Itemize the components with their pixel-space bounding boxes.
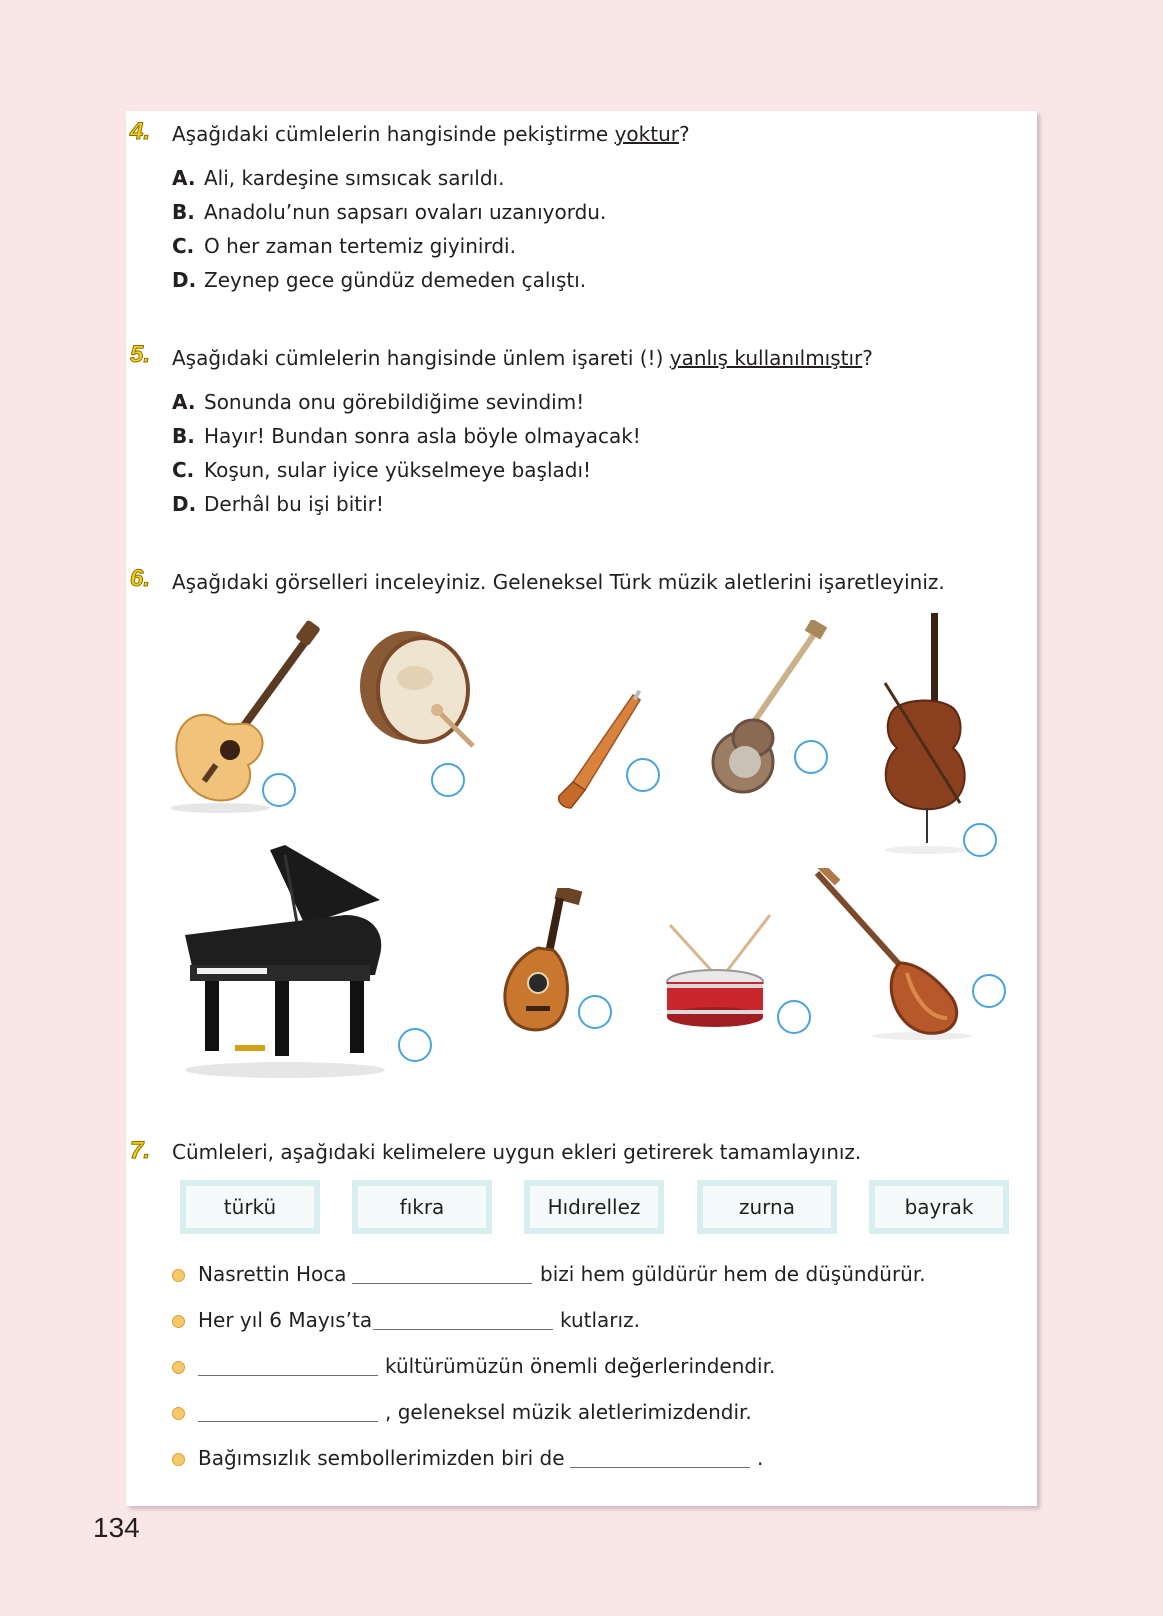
sentence-2-blank[interactable] [373,1329,553,1330]
sentence-1-before: Nasrettin Hoca [198,1262,347,1286]
snare-drum-image [660,910,775,1035]
question-6-number: 6. [130,565,151,592]
bullet [172,1315,185,1328]
ud-check-circle[interactable] [578,995,612,1029]
q5-option-c[interactable]: C. Koşun, sular iyice yükselmeye başladı! [172,458,592,482]
guitar-image [160,620,330,820]
tar-check-circle[interactable] [794,740,828,774]
q4-option-c[interactable]: C. O her zaman tertemiz giyinirdi. [172,234,516,258]
sentence-1-blank[interactable] [352,1283,532,1284]
davul-check-circle[interactable] [431,763,465,797]
sentence-1-after: bizi hem güldürür hem de düşündürür. [540,1262,926,1286]
zurna-check-circle[interactable] [626,758,660,792]
word-box-5: bayrak [869,1180,1009,1234]
q5-option-a[interactable]: A. Sonunda onu görebildiğime sevindim! [172,390,585,414]
word-box-1: türkü [180,1180,320,1234]
question-7-number: 7. [130,1137,151,1164]
question-4-number: 4. [130,118,151,145]
sentence-2-after: kutlarız. [560,1308,640,1332]
sentence-4-blank[interactable] [198,1421,378,1422]
baglama-check-circle[interactable] [972,974,1006,1008]
bullet [172,1361,185,1374]
question-7-text: Cümleleri, aşağıdaki kelimelere uygun ekleri getirerek tamamlayınız. [172,1140,862,1164]
baglama-image [812,868,972,1043]
word-box-4: zurna [697,1180,837,1234]
davul-drum-image [355,628,485,758]
piano-check-circle[interactable] [398,1028,432,1062]
question-5-number: 5. [130,341,151,368]
question-4-text: Aşağıdaki cümlelerin hangisinde pekiştirme yoktur? [172,122,690,146]
q4-option-d[interactable]: D. Zeynep gece gündüz demeden çalıştı. [172,268,587,292]
guitar-check-circle[interactable] [262,773,296,807]
question-6-text: Aşağıdaki görselleri inceleyiniz. Geleneksel Türk müzik aletlerini işaretleyiniz. [172,570,945,594]
sentence-3-blank[interactable] [198,1375,378,1376]
bullet [172,1453,185,1466]
sentence-5-blank[interactable] [570,1467,750,1468]
sentence-4-after: , geleneksel müzik aletlerimizdendir. [385,1400,752,1424]
cello-image [865,608,985,858]
bullet [172,1269,185,1282]
q4-option-b[interactable]: B. Anadolu’nun sapsarı ovaları uzanıyordu. [172,200,607,224]
page-number: 134 [93,1512,140,1543]
sentence-3-after: kültürümüzün önemli değerlerindendir. [385,1354,776,1378]
q5-option-d[interactable]: D. Derhâl bu işi bitir! [172,492,384,516]
sentence-5-before: Bağımsızlık sembollerimizden biri de [198,1446,565,1470]
snare-drum-check-circle[interactable] [777,1000,811,1034]
word-box-3: Hıdırellez [524,1180,664,1234]
q4-option-a[interactable]: A. Ali, kardeşine sımsıcak sarıldı. [172,166,505,190]
sentence-2-before: Her yıl 6 Mayıs’ta [198,1308,373,1332]
q5-option-b[interactable]: B. Hayır! Bundan sonra asla böyle olmayacak! [172,424,641,448]
zurna-image [555,690,650,815]
piano-image [175,845,400,1085]
sentence-5-after: . [757,1446,764,1470]
bullet [172,1407,185,1420]
word-box-2: fıkra [352,1180,492,1234]
question-5-text: Aşağıdaki cümlelerin hangisinde ünlem işareti (!) yanlış kullanılmıştır? [172,346,873,370]
cello-check-circle[interactable] [963,823,997,857]
